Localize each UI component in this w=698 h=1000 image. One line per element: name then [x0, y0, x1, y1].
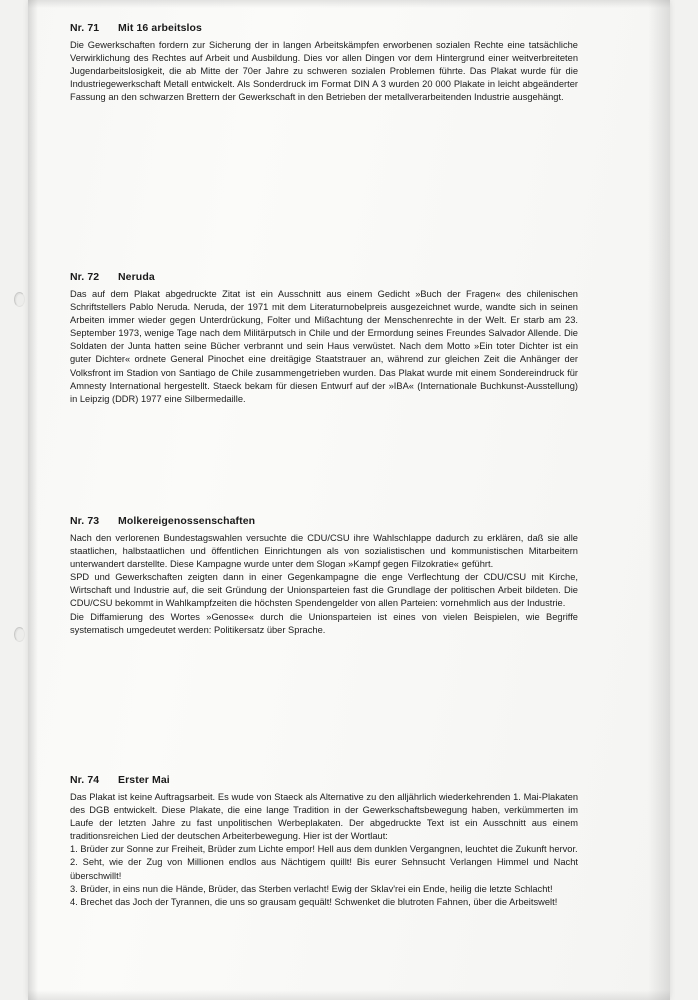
entry-paragraph: 2. Seht, wie der Zug von Millionen endlos aus Nächtigem quillt! Bis eurer Sehnsucht Verlangen Himmel und Nacht überschwillt! [70, 857, 578, 881]
entry-heading [70, 22, 578, 34]
entry-paragraph: 4. Brechet das Joch der Tyrannen, die uns so grausam gequält! Schwenket die blutroten Fahnen, über die Arbeitswelt! [70, 896, 558, 907]
entry-number: Nr. 71 [70, 22, 100, 34]
entry-body [70, 791, 578, 909]
entry-heading [70, 774, 578, 786]
page-edge-right [648, 0, 670, 1000]
entry-number: Nr. 72 [70, 271, 100, 283]
entry-number: Nr. 73 [70, 515, 100, 527]
binder-hole-upper [14, 292, 25, 307]
entry-title: Molkereigenossenschaften [118, 515, 256, 527]
page-edge-left [28, 0, 38, 1000]
entry-heading [70, 515, 578, 527]
entry-paragraph: Die Diffamierung des Wortes »Genosse« durch die Unionsparteien ist eines von vielen Beispielen, wie Begriffe systematisch umgedeutet werden: Politikersatz über Sprache. [70, 611, 578, 635]
entry-paragraph: Das auf dem Plakat abgedruckte Zitat ist ein Ausschnitt aus einem Gedicht »Buch der Fragen« des chilenischen Schriftstellers Pablo Neruda. Neruda, der 1971 mit dem Literaturnobelpreis ausgezeichnet wurde, wandte sich in seinen Arbeiten immer wieder gegen Unterdrückung, Folter und Mißachtung der Menschenrechte in der Welt. Er starb am 23. September 1973, wenige Tage nach dem Militärputsch in Chile und der Ermordung seines Freundes Salvador Allende. Die Soldaten der Junta hatten seine Bücher verbrannt und sein Haus verwüstet. Nach dem Motto »Ein toter Dichter ist ein guter Dichter« ordnete General Pinochet eine dreitägige Staatstrauer an, während zur gleichen Zeit die Anhänger der Volksfront im Stadion von Santiago de Chile zusammengetrieben wurden. Das Plakat wurde mit einem Sondereindruck für Amnesty International hergestellt. Staeck bekam für diesen Entwurf auf der »IBA« (Internationale Buchkunst-Ausstellung) in Leipzig (DDR) 1977 eine Silbermedaille. [70, 289, 578, 404]
entry-body [70, 288, 578, 406]
entry-body [70, 532, 578, 637]
catalog-entry-73 [70, 515, 578, 637]
entry-number: Nr. 74 [70, 774, 100, 786]
catalog-entry-74 [70, 774, 578, 909]
entry-title: Erster Mai [118, 774, 170, 786]
entry-paragraph: SPD und Gewerkschaften zeigten dann in einer Gegenkampagne die enge Verflechtung der CDU/CSU mit Kirche, Wirtschaft und Industrie auf, die seit Gründung der Unionsparteien fast die Grundlage der politischen Arbeit bildeten. Die CDU/CSU bekommt in Wahlkampfzeiten die höchsten Spendengelder von allen Parteien: vornehmlich aus der Industrie. [70, 572, 578, 609]
entry-paragraph: 3. Brüder, in eins nun die Hände, Brüder, das Sterben verlacht! Ewig der Sklav'rei ein Ende, heilig die letzte Schlacht! [70, 883, 553, 894]
binder-hole-lower [14, 627, 25, 642]
entry-title: Mit 16 arbeitslos [118, 22, 202, 34]
catalog-entry-71 [70, 22, 578, 104]
entry-paragraph: 1. Brüder zur Sonne zur Freiheit, Brüder zum Lichte empor! Hell aus dem dunklen Vergangnen, leuchtet die Zukunft hervor. [70, 844, 578, 855]
entry-body [70, 39, 578, 104]
entry-paragraph: Die Gewerkschaften fordern zur Sicherung der in langen Arbeitskämpfen erworbenen sozialen Rechte eine tatsächliche Verwirklichung des Rechtes auf Arbeit und Ausbildung. Dies vor allen Dingen vor dem Hintergrund einer weitverbreiteten Jugendarbeitslosigkeit, die ab Mitte der 70er Jahre zu schweren sozialen Problemen führte. Das Plakat wurde für die Industriegewerkschaft Metall entwickelt. Als Sonderdruck im Format DIN A 3 wurden 20 000 Plakate in leicht abgeänderter Fassung an den schwarzen Brettern der Gewerkschaft in den Betrieben der metallverarbeitenden Industrie ausgehängt. [70, 40, 578, 103]
entry-heading [70, 271, 578, 283]
entry-paragraph: Das Plakat ist keine Auftragsarbeit. Es wude von Staeck als Alternative zu den alljährlich wiederkehrenden 1. Mai-Plakaten des DGB entwickelt. Diese Plakate, die eine lange Tradition in der Gewerkschaftsbewegung haben, verkümmerten im Laufe der letzten Jahre zu fast unpolitischen Werbeplakaten. Der abgedruckte Text ist ein Ausschnitt aus einem traditionsreichen Lied der deutschen Arbeiterbewegung. Hier ist der Wortlaut: [70, 792, 578, 842]
page-edge-top [28, 0, 670, 8]
entry-title: Neruda [118, 271, 155, 283]
page-edge-bottom [28, 990, 670, 1000]
entry-paragraph: Nach den verlorenen Bundestagswahlen versuchte die CDU/CSU ihre Wahlschlappe dadurch zu erklären, daß sie alle staatlichen, halbstaatlichen und öffentlichen Einrichtungen als von sozialistischen und kommunistischen Mitarbeitern unterwandert darstellte. Diese Kampagne wurde unter dem Slogan »Kampf gegen Filzokratie« geführt. [70, 533, 578, 570]
catalog-entry-72 [70, 271, 578, 406]
